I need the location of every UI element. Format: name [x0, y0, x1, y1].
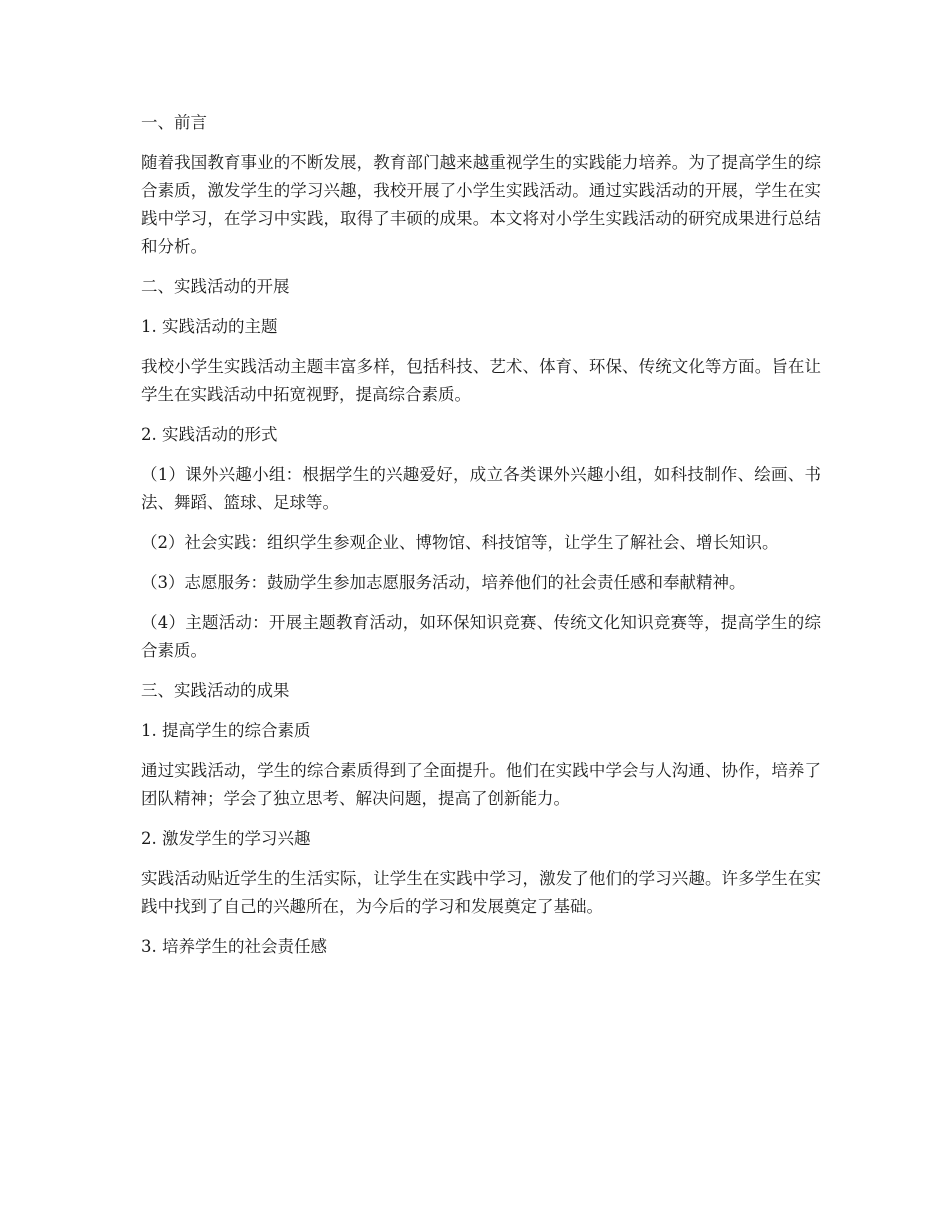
document-page	[141, 109, 821, 973]
paragraph-form-social-practice: （2）社会实践：组织学生参观企业、博物馆、科技馆等，让学生了解社会、增长知识。	[141, 533, 779, 552]
paragraph-result-interest: 实践活动贴近学生的生活实际，让学生在实践中学习，激发了他们的学习兴趣。许多学生在实践中找到了自己的兴趣所在，为今后的学习和发展奠定了基础。	[141, 869, 821, 916]
section-heading-results: 三、实践活动的成果	[141, 681, 290, 700]
subheading-activity-forms: 2. 实践活动的形式	[141, 425, 278, 444]
subheading-result-quality: 1. 提高学生的综合素质	[141, 721, 311, 740]
paragraph-result-quality: 通过实践活动，学生的综合素质得到了全面提升。他们在实践中学会与人沟通、协作，培养了团队精神；学会了独立思考、解决问题，提高了创新能力。	[141, 761, 821, 808]
section-heading-preface: 一、前言	[141, 113, 207, 132]
subheading-result-responsibility: 3. 培养学生的社会责任感	[141, 937, 327, 956]
subheading-result-interest: 2. 激发学生的学习兴趣	[141, 829, 311, 848]
paragraph-form-theme-activities: （4）主题活动：开展主题教育活动，如环保知识竞赛、传统文化知识竞赛等，提高学生的综合素质。	[141, 613, 821, 660]
paragraph-form-interest-groups: （1）课外兴趣小组：根据学生的兴趣爱好，成立各类课外兴趣小组，如科技制作、绘画、书法、舞蹈、篮球、足球等。	[141, 465, 821, 512]
subheading-activity-theme: 1. 实践活动的主题	[141, 317, 278, 336]
paragraph-form-volunteer: （3）志愿服务：鼓励学生参加志愿服务活动，培养他们的社会责任感和奉献精神。	[141, 573, 746, 592]
section-heading-activities: 二、实践活动的开展	[141, 277, 290, 296]
paragraph-preface: 随着我国教育事业的不断发展，教育部门越来越重视学生的实践能力培养。为了提高学生的综合素质，激发学生的学习兴趣，我校开展了小学生实践活动。通过实践活动的开展，学生在实践中学习，在学习中实践，取得了丰硕的成果。本文将对小学生实践活动的研究成果进行总结和分析。	[141, 153, 821, 256]
paragraph-activity-theme: 我校小学生实践活动主题丰富多样，包括科技、艺术、体育、环保、传统文化等方面。旨在让学生在实践活动中拓宽视野，提高综合素质。	[141, 357, 821, 404]
